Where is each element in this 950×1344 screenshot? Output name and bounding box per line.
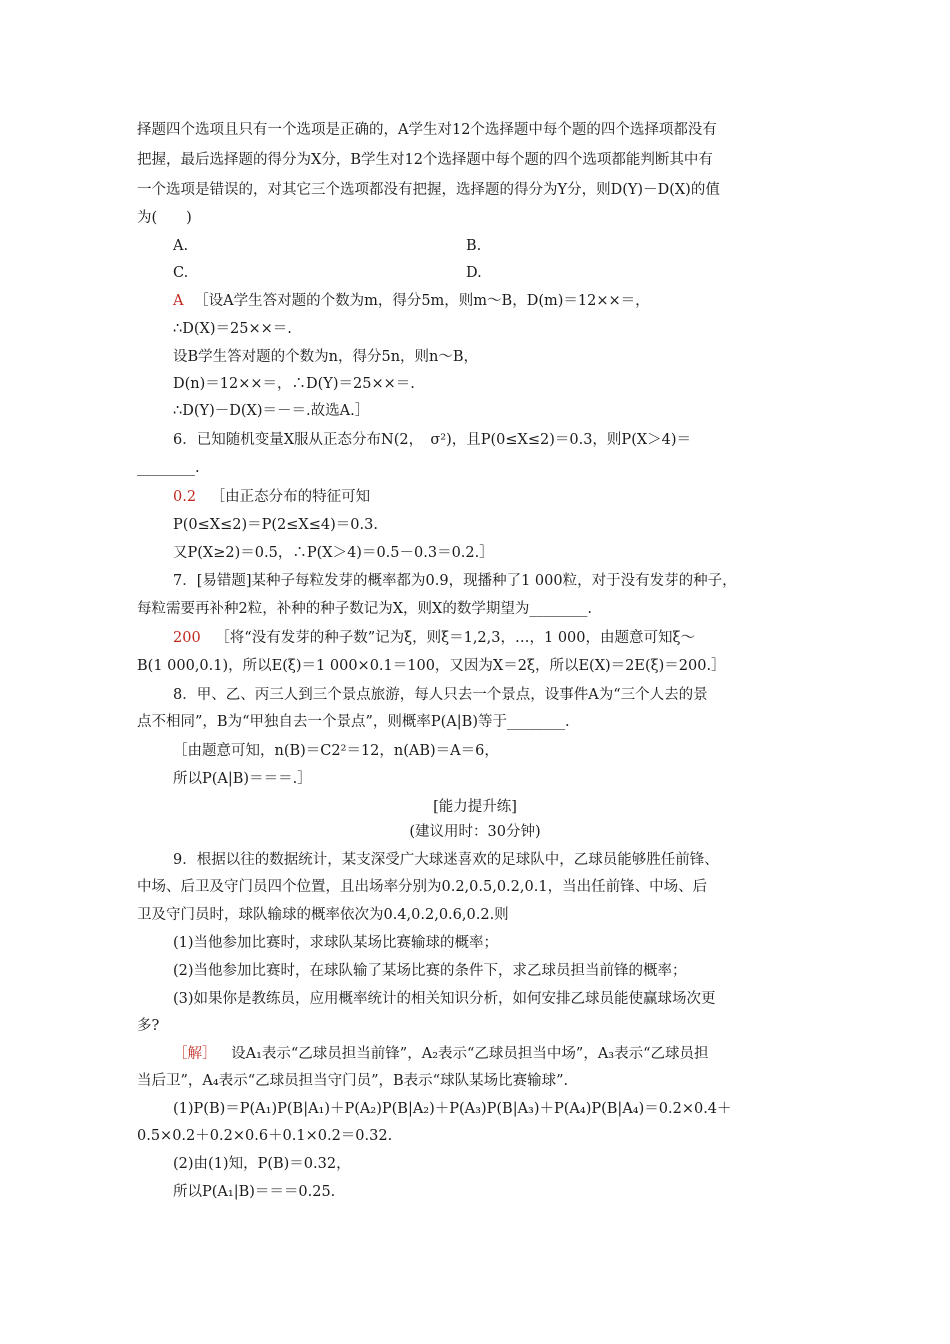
q6-solution-line-1 [173, 487, 370, 507]
q9-part-2: (2)当他参加比赛时，在球队输了某场比赛的条件下，求乙球员担当前锋的概率； [173, 963, 687, 979]
section-title: [能力提升练] [433, 799, 517, 815]
q6-solution-text-1: ［由正态分布的特征可知 [210, 489, 371, 505]
q6-answer-mark: 0.2 [173, 489, 197, 505]
q5-solution-line-1 [173, 291, 650, 311]
q5-option-d: D. [466, 265, 482, 281]
q9-solution-line-3: (1)P(B)＝P(A₁)P(B|A₁)＋P(A₂)P(B|A₂)＋P(A₃)P(B|A₃)＋P(A₄)P(B|A₄)＝0.2×0.4＋ [173, 1101, 732, 1117]
q9-solution-line-4: 0.5×0.2＋0.2×0.6＋0.1×0.2＝0.32. [137, 1128, 393, 1144]
q9-solution-line-2: 当后卫”，A₄表示“乙球员担当守门员”，B表示“球队某场比赛输球”. [137, 1073, 569, 1089]
q5-solution-text-1: ［设A学生答对题的个数为m，得分5m，则m～B，D(m)＝12××＝， [194, 293, 650, 309]
q7-answer-mark: 200 [173, 630, 201, 646]
q7-solution-text-1: ［将“没有发芽的种子数”记为ξ，则ξ＝1,2,3，…，1 000，由题意可知ξ～ [215, 630, 695, 646]
q5-option-b: B. [466, 238, 482, 254]
q7-text-line-1: 7．[易错题]某种子每粒发芽的概率都为0.9，现播种了1 000粒，对于没有发芽的种子， [173, 573, 737, 589]
q5-solution-line-5: ∴D(Y)－D(X)＝－＝.故选A.］ [173, 403, 370, 419]
q8-solution-line-2: 所以P(A|B)＝＝＝.］ [173, 771, 312, 787]
q8-text-line-1: 8．甲、乙、丙三人到三个景点旅游，每人只去一个景点，设事件A为“三个人去的景 [173, 687, 708, 703]
q7-solution-line-2: B(1 000,0.1)，所以E(ξ)＝1 000×0.1＝100，又因为X＝2ξ，所以E(X)＝2E(ξ)＝200.］ [137, 658, 726, 674]
q7-solution-line-1 [173, 628, 695, 648]
q7-text-line-2: 每粒需要再补种2粒，补种的种子数记为X，则X的数学期望为________. [137, 601, 592, 617]
q9-text-line-3: 卫及守门员时，球队输球的概率依次为0.4,0.2,0.6,0.2.则 [137, 907, 509, 923]
q6-text-line-1: 6．已知随机变量X服从正态分布N(2， σ²)，且P(0≤X≤2)＝0.3，则P(X＞4)＝ [173, 432, 692, 448]
q5-option-c: C. [173, 265, 189, 281]
q9-text-line-1: 9．根据以往的数据统计，某支深受广大球迷喜欢的足球队中，乙球员能够胜任前锋、 [173, 852, 719, 868]
q9-solution-line-5: (2)由(1)知，P(B)＝0.32， [173, 1156, 351, 1172]
q5-text-line-3: 一个选项是错误的，对其它三个选项都没有把握，选择题的得分为Y分，则D(Y)－D(X)的值 [137, 182, 720, 198]
q5-solution-line-2: ∴D(X)＝25××＝. [173, 321, 292, 337]
q9-part-1: (1)当他参加比赛时，求球队某场比赛输球的概率； [173, 935, 499, 951]
q8-text-line-2: 点不相同”，B为“甲独自去一个景点”，则概率P(A|B)等于________. [137, 714, 570, 730]
q6-text-line-2: ________. [137, 460, 200, 476]
q8-solution-line-1: ［由题意可知，n(B)＝C2²＝12，n(AB)＝A＝6， [173, 743, 499, 759]
section-time-note: (建议用时：30分钟) [409, 824, 541, 840]
q9-solution-text-1: 设A₁表示“乙球员担当前锋”，A₂表示“乙球员担当中场”，A₃表示“乙球员担 [231, 1046, 709, 1062]
q9-solution-mark: ［解］ [173, 1046, 217, 1062]
q9-solution-line-1 [173, 1044, 709, 1064]
q9-part-3-line-1: (3)如果你是教练员，应用概率统计的相关知识分析，如何安排乙球员能使赢球场次更 [173, 991, 716, 1007]
q5-solution-line-4: D(n)＝12××＝，∴D(Y)＝25××＝. [173, 376, 415, 392]
q5-answer-mark: A [173, 293, 184, 309]
q9-part-3-line-2: 多? [137, 1018, 160, 1034]
q5-text-line-4: 为( ) [137, 210, 192, 226]
q5-text-line-2: 把握，最后选择题的得分为X分，B学生对12个选择题中每个题的四个选项都能判断其中有 [137, 152, 713, 168]
q5-option-a: A. [173, 238, 189, 254]
q5-text-line-1: 择题四个选项且只有一个选项是正确的，A学生对12个选择题中每个题的四个选择项都没有 [137, 122, 717, 138]
q6-solution-line-3: 又P(X≥2)＝0.5，∴P(X＞4)＝0.5－0.3＝0.2.］ [173, 545, 494, 561]
q5-solution-line-3: 设B学生答对题的个数为n，得分5n，则n～B， [173, 349, 479, 365]
q6-solution-line-2: P(0≤X≤2)＝P(2≤X≤4)＝0.3. [173, 517, 378, 533]
q9-solution-line-6: 所以P(A₁|B)＝＝＝0.25. [173, 1184, 336, 1200]
q9-text-line-2: 中场、后卫及守门员四个位置，且出场率分别为0.2,0.5,0.2,0.1，当出任前锋、中场、后 [137, 879, 708, 895]
